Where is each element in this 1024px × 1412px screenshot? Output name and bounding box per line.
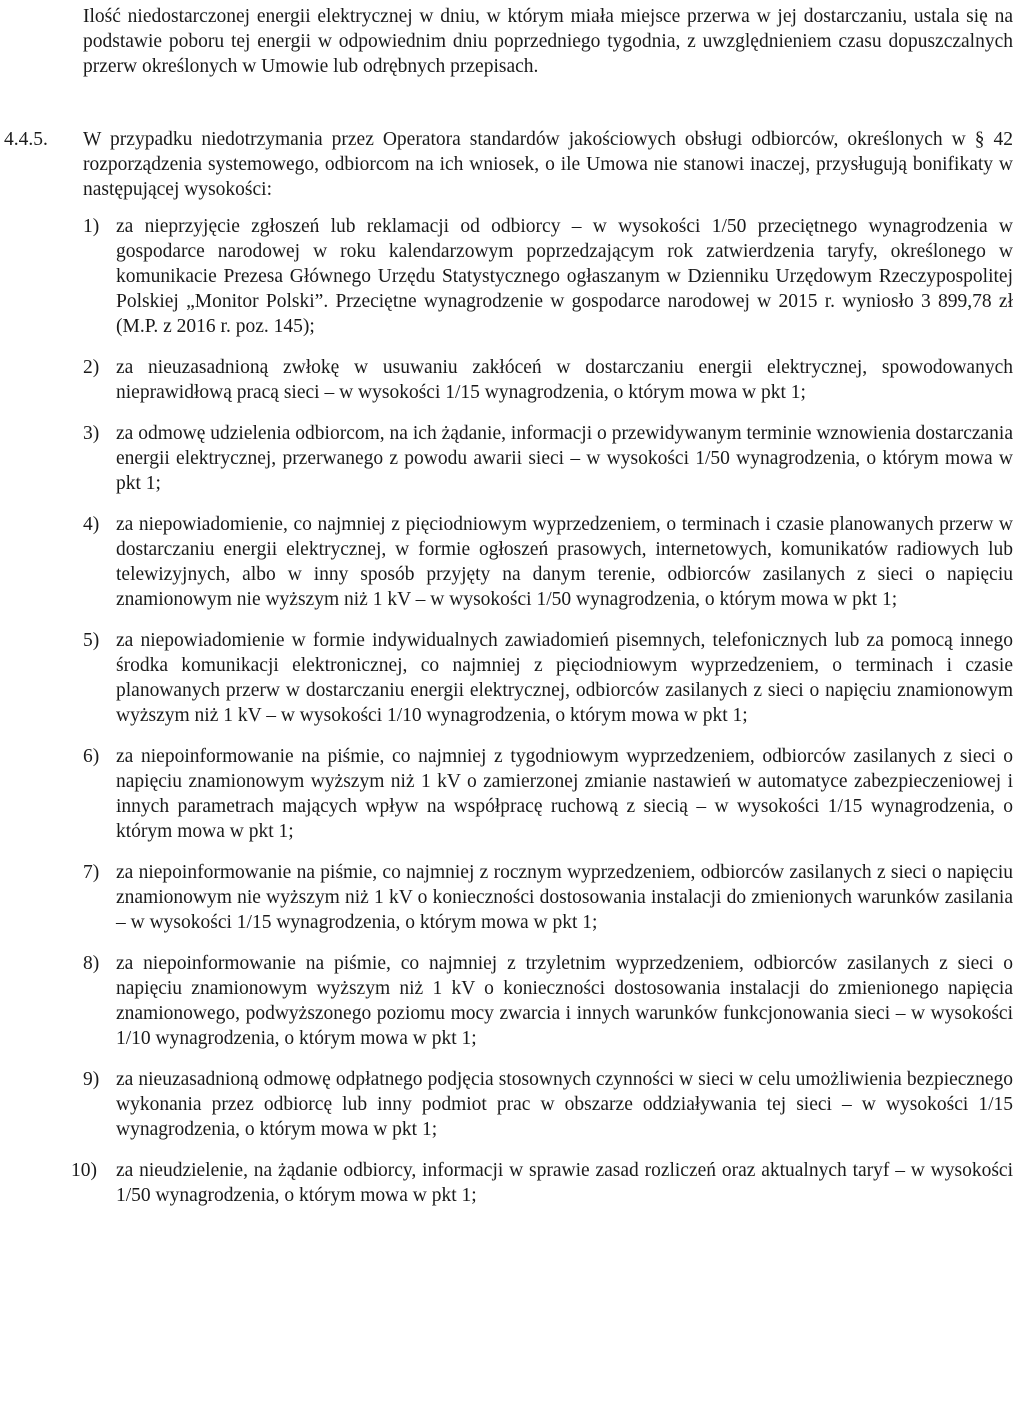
list-item-text: za nieuzasadnioną zwłokę w usuwaniu zakłóceń w dostarczaniu energii elektrycznej, spowodowanych nieprawidłową pracą sieci – w wysokości 1/15 wynagrodzenia, o którym mowa w pkt 1; <box>116 357 1013 403</box>
list-item-number: 2) <box>83 357 100 378</box>
list-item-number: 4) <box>83 514 100 535</box>
list-item <box>83 512 1013 612</box>
list-item-text: za nieuzasadnioną odmowę odpłatnego podjęcia stosownych czynności w sieci w celu umożliwienia bezpiecznego wykonania przez odbiorcę lub inny podmiot prac w obszarze oddziaływania tej sieci – w wysokości 1/15 wynagrodzenia, o którym mowa w pkt 1; <box>116 1069 1013 1140</box>
list-item <box>71 1158 1013 1208</box>
list-item <box>83 744 1013 844</box>
list-item-number: 3) <box>83 423 100 444</box>
section-number: 4.4.5. <box>4 129 48 150</box>
list-item <box>83 421 1013 496</box>
list-item-number: 5) <box>83 630 100 651</box>
list-item <box>83 214 1013 339</box>
list-item <box>83 860 1013 935</box>
intro-paragraph: Ilość niedostarczonej energii elektrycznej w dniu, w którym miała miejsce przerwa w jej dostarczaniu, ustala się na podstawie poboru tej energii w odpowiednim dniu poprzedniego tygodnia, z uwzględnieniem czasu dopuszczalnych przerw określonych w Umowie lub odrębnych przepisach. <box>83 6 1013 77</box>
list-item-text: za niepoinformowanie na piśmie, co najmniej z rocznym wyprzedzeniem, odbiorców zasilanych z sieci o napięciu znamionowym nie wyższym niż 1 kV o konieczności dostosowania instalacji do zmienionych warunków zasilania – w wysokości 1/15 wynagrodzenia, o którym mowa w pkt 1; <box>116 862 1013 933</box>
bonus-list <box>71 214 1013 1208</box>
section-text: W przypadku niedotrzymania przez Operatora standardów jakościowych obsługi odbiorców, określonych w § 42 rozporządzenia systemowego, odbiorcom na ich wniosek, o ile Umowa nie stanowi inaczej, przysługują bonifikaty w następującej wysokości: <box>83 129 1013 200</box>
list-item <box>83 628 1013 728</box>
list-item-number: 1) <box>83 216 100 237</box>
section-4-4-5 <box>4 127 1013 202</box>
list-item-number: 9) <box>83 1069 100 1090</box>
list-item-text: za niepoinformowanie na piśmie, co najmniej z tygodniowym wyprzedzeniem, odbiorców zasilanych z sieci o napięciu znamionowym wyższym niż 1 kV o zamierzonej zmianie nastawień w automatyce zabezpieczeniowej i innych parametrach mających wpływ na współpracę ruchową z siecią – w wysokości 1/15 wynagrodzenia, o którym mowa w pkt 1; <box>116 746 1013 842</box>
list-item-text: za niepowiadomienie, co najmniej z pięciodniowym wyprzedzeniem, o terminach i czasie planowanych przerw w dostarczaniu energii elektrycznej, w formie ogłoszeń prasowych, internetowych, komunikatów radiowych lub telewizyjnych, albo w inny sposób przyjęty na danym terenie, odbiorców zasilanych z sieci o napięciu znamionowym nie wyższym niż 1 kV – w wysokości 1/50 wynagrodzenia, o którym mowa w pkt 1; <box>116 514 1013 610</box>
list-item-number: 7) <box>83 862 100 883</box>
list-item-number: 10) <box>71 1160 97 1181</box>
list-item-text: za niepoinformowanie na piśmie, co najmniej z trzyletnim wyprzedzeniem, odbiorców zasilanych z sieci o napięciu znamionowym wyższym niż 1 kV o konieczności dostosowania instalacji do zmienionego napięcia znamionowego, podwyższonego poziomu mocy zwarcia i innych warunków funkcjonowania sieci – w wysokości 1/10 wynagrodzenia, o którym mowa w pkt 1; <box>116 953 1013 1049</box>
list-item <box>83 355 1013 405</box>
list-item-text: za niepowiadomienie w formie indywidualnych zawiadomień pisemnych, telefonicznych lub za pomocą innego środka komunikacji elektronicznej, co najmniej z pięciodniowym wyprzedzeniem, o terminach i czasie planowanych przerw w dostarczaniu energii elektrycznej, odbiorców zasilanych z sieci o napięciu znamionowym wyższym niż 1 kV – w wysokości 1/10 wynagrodzenia, o którym mowa w pkt 1; <box>116 630 1013 726</box>
list-item <box>83 951 1013 1051</box>
list-item-text: za nieudzielenie, na żądanie odbiorcy, informacji w sprawie zasad rozliczeń oraz aktualnych taryf – w wysokości 1/50 wynagrodzenia, o którym mowa w pkt 1; <box>116 1160 1013 1206</box>
list-item-text: za nieprzyjęcie zgłoszeń lub reklamacji od odbiorcy – w wysokości 1/50 przeciętnego wynagrodzenia w gospodarce narodowej w roku kalendarzowym poprzedzającym rok zatwierdzenia taryfy, określonego w komunikacie Prezesa Głównego Urzędu Statystycznego ogłaszanym w Dzienniku Urzędowym Rzeczypospolitej Polskiej „Monitor Polski”. Przeciętne wynagrodzenie w gospodarce narodowej w 2015 r. wyniosło 3 899,78 zł (M.P. z 2016 r. poz. 145); <box>116 216 1013 337</box>
list-item-number: 8) <box>83 953 100 974</box>
list-item-text: za odmowę udzielenia odbiorcom, na ich żądanie, informacji o przewidywanym terminie wznowienia dostarczania energii elektrycznej, przerwanego z powodu awarii sieci – w wysokości 1/50 wynagrodzenia, o którym mowa w pkt 1; <box>116 423 1013 494</box>
list-item-number: 6) <box>83 746 100 767</box>
list-item <box>83 1067 1013 1142</box>
